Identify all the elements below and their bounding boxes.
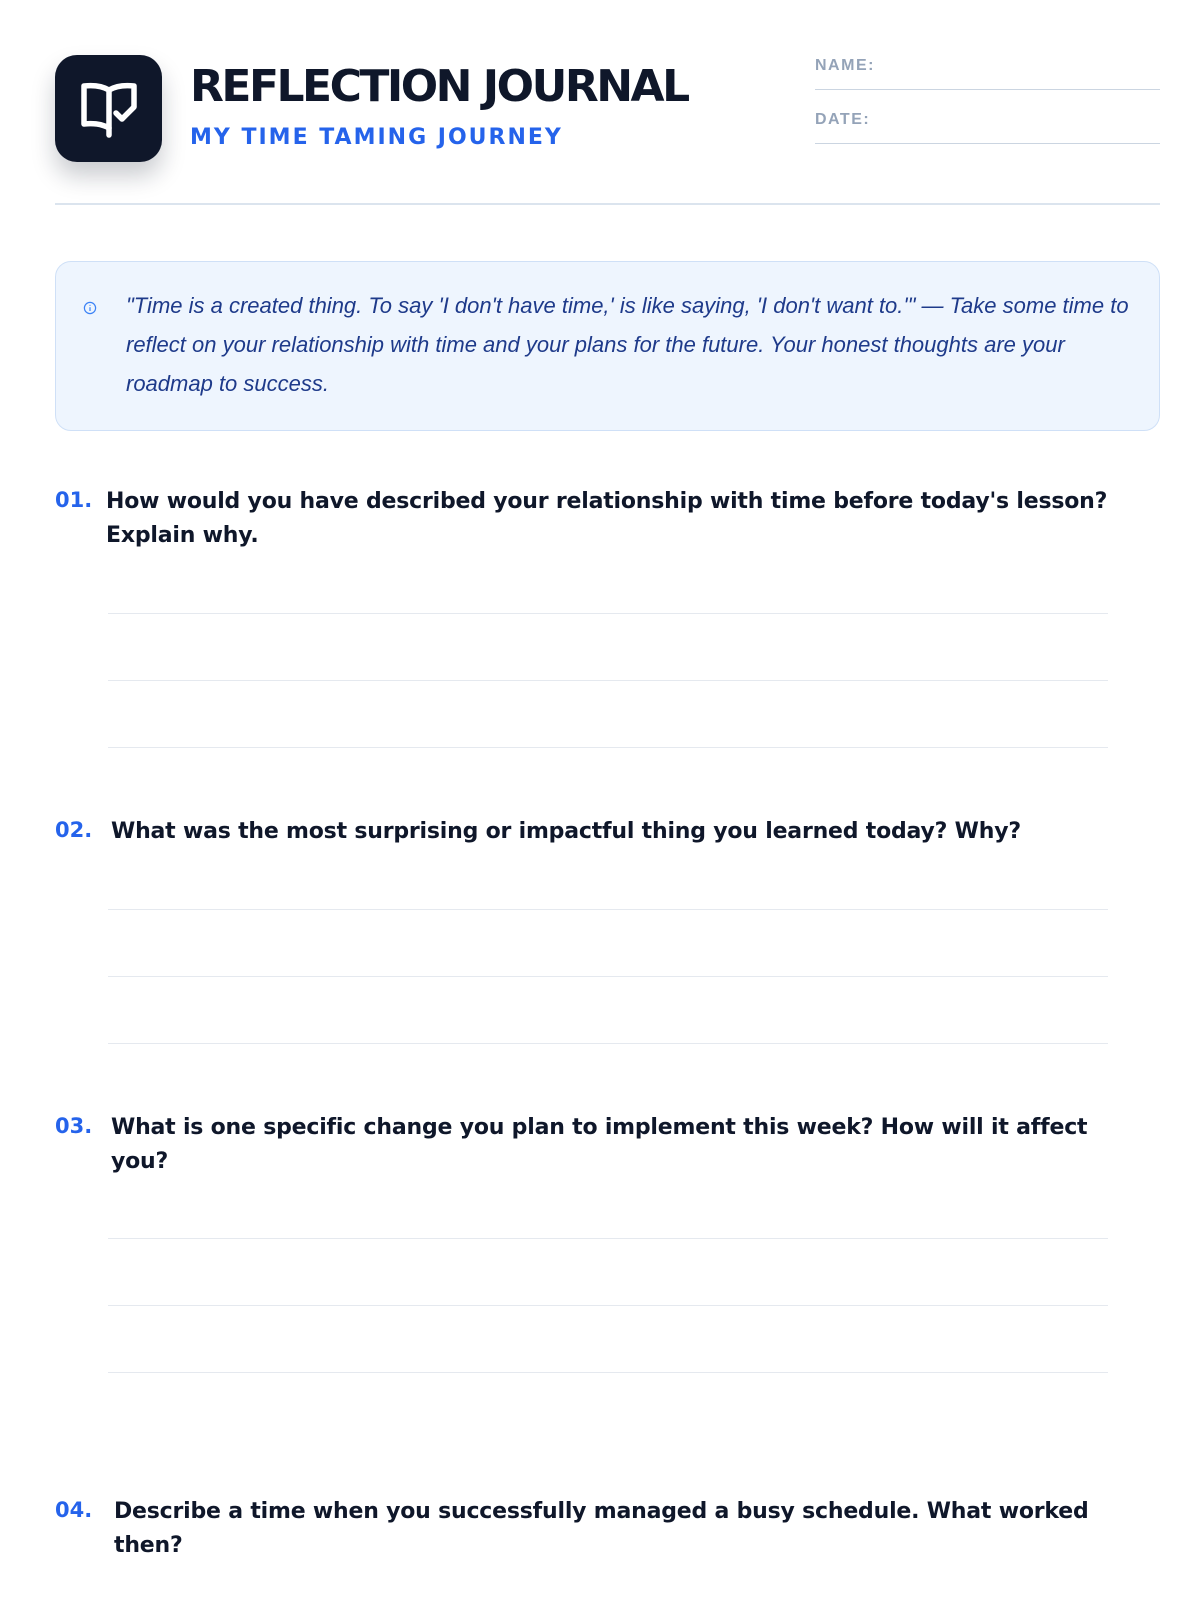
name-field bbox=[815, 55, 1160, 90]
answer-line[interactable] bbox=[108, 680, 1108, 681]
answer-line[interactable] bbox=[108, 613, 1108, 614]
answer-line[interactable] bbox=[108, 1238, 1108, 1239]
page-subtitle: MY TIME TAMING JOURNEY bbox=[190, 125, 563, 150]
answer-line[interactable] bbox=[108, 1372, 1108, 1373]
journal-header bbox=[55, 55, 1160, 205]
question-number: 04. bbox=[55, 1498, 93, 1522]
answer-line[interactable] bbox=[108, 1043, 1108, 1044]
intro-text: "Time is a created thing. To say 'I don't have time,' is like saying, 'I don't want to.'" — Take some time to reflect on your relationship with time and your plans for the future. Your honest thoughts are your roadmap to success. bbox=[126, 293, 1129, 396]
name-input[interactable] bbox=[885, 55, 1159, 87]
book-check-icon bbox=[78, 80, 140, 138]
question-number: 01. bbox=[55, 488, 93, 512]
question-number: 03. bbox=[55, 1114, 93, 1138]
question-text: How would you have described your relationship with time before today's lesson? Explain why. bbox=[106, 489, 1108, 548]
answer-line[interactable] bbox=[108, 747, 1108, 748]
logo-badge bbox=[55, 55, 162, 162]
intro-callout bbox=[55, 261, 1160, 431]
date-label: DATE: bbox=[815, 111, 871, 128]
page-title: REFLECTION JOURNAL bbox=[190, 61, 688, 112]
info-icon bbox=[83, 301, 97, 315]
date-field bbox=[815, 109, 1160, 144]
header-divider bbox=[55, 203, 1160, 205]
answer-line[interactable] bbox=[108, 1305, 1108, 1306]
answer-line[interactable] bbox=[108, 976, 1108, 977]
question-number: 02. bbox=[55, 818, 93, 842]
question-text: Describe a time when you successfully managed a busy schedule. What worked then? bbox=[114, 1499, 1089, 1558]
question-text: What is one specific change you plan to implement this week? How will it affect you? bbox=[111, 1115, 1088, 1174]
date-input[interactable] bbox=[885, 109, 1159, 141]
question-text: What was the most surprising or impactful thing you learned today? Why? bbox=[111, 819, 1021, 844]
answer-line[interactable] bbox=[108, 909, 1108, 910]
name-label: NAME: bbox=[815, 57, 875, 74]
